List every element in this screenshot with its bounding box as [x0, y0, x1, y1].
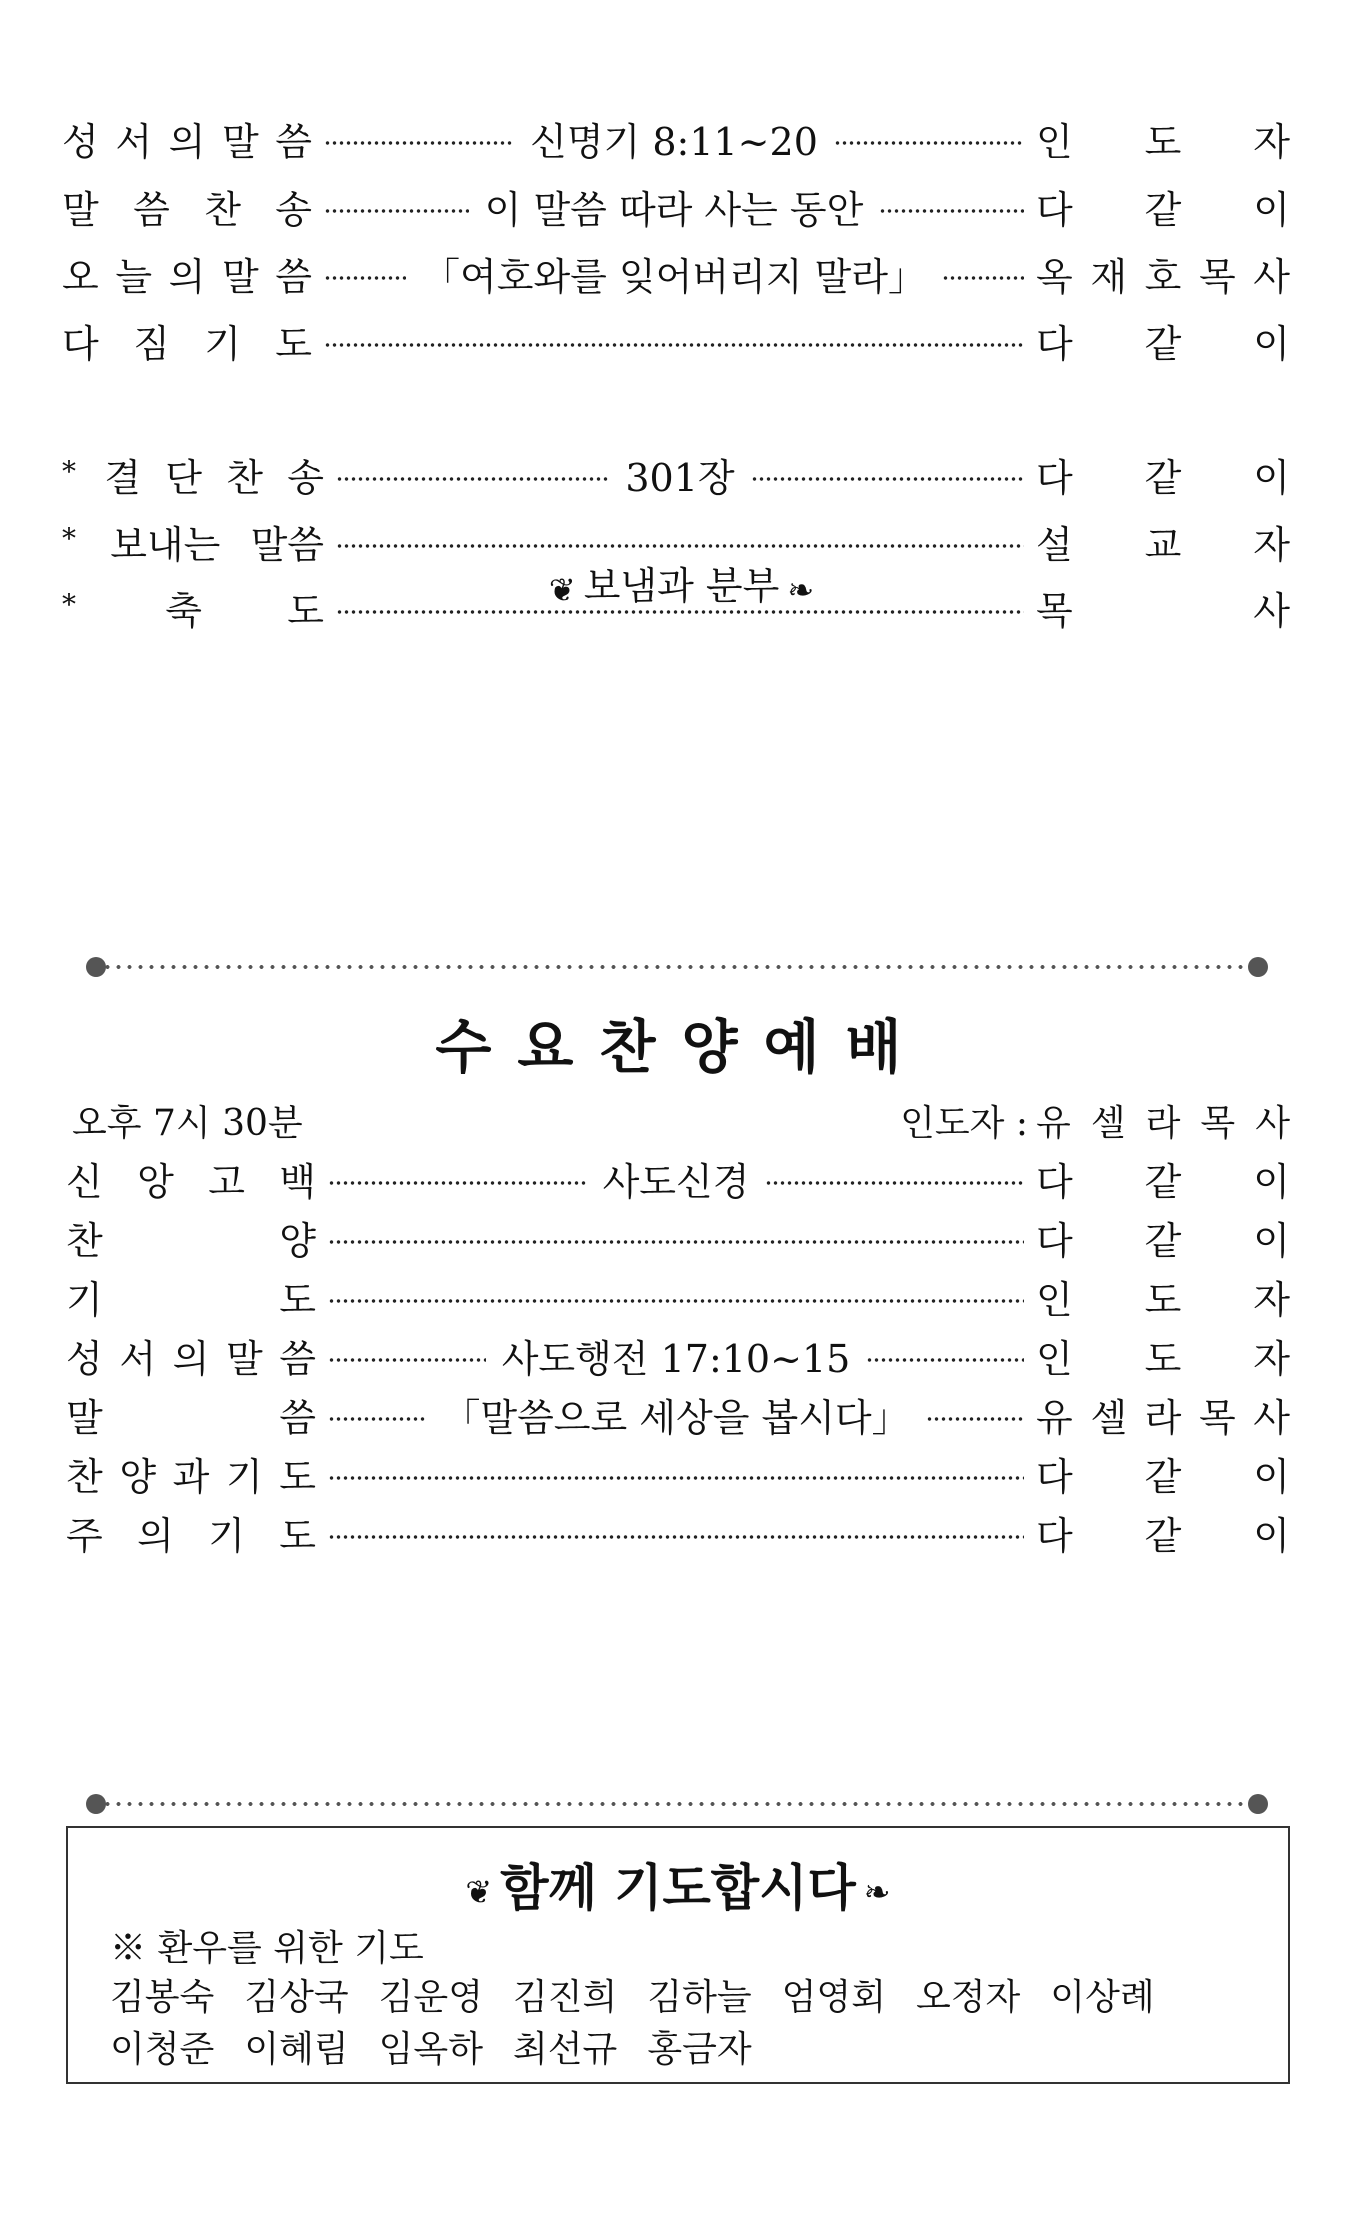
- label-char: 씀: [279, 1336, 316, 1381]
- leader-char: 같: [1144, 1218, 1182, 1263]
- item-leader: [1036, 1328, 1290, 1383]
- label-char: 축: [165, 588, 202, 633]
- leader-char: 인: [1036, 1336, 1073, 1381]
- leader-char: 자: [1253, 522, 1290, 567]
- label-char: 도: [279, 1513, 316, 1558]
- prayer-box: [66, 1826, 1290, 2084]
- label-char: 송: [275, 187, 312, 232]
- dot-leader: [879, 208, 1024, 214]
- leader-char: 자: [1253, 119, 1291, 164]
- label-char: 찬: [204, 187, 241, 232]
- prayer-name: 김하늘: [647, 1977, 752, 2018]
- prayer-title-text: 함께 기도합시다: [500, 1859, 856, 1917]
- dot-leader: [942, 275, 1024, 281]
- leader-char: 라: [1145, 1102, 1181, 1144]
- section-divider-bottom: [86, 1794, 1268, 1814]
- leader-char: 이: [1253, 1454, 1290, 1499]
- dot-leader: [328, 1298, 1024, 1304]
- item-leader: [1036, 447, 1290, 502]
- leader-char: 인: [1036, 119, 1073, 164]
- leader-char: 유: [1036, 1102, 1071, 1144]
- leader-char: 다: [1036, 455, 1073, 500]
- item-leader: [1036, 179, 1290, 234]
- order-row: [62, 577, 1290, 637]
- label-char: 기: [208, 1513, 245, 1558]
- leader-char: 같: [1144, 321, 1182, 366]
- required-mark: *: [62, 454, 76, 488]
- label-char: 짐: [133, 321, 170, 366]
- item-content: 사도행전 17:10~15: [501, 1336, 851, 1381]
- order-row: [66, 1384, 1290, 1444]
- item-label: [66, 1505, 316, 1560]
- order-row: [66, 1325, 1290, 1385]
- leader-char: 사: [1255, 1102, 1290, 1144]
- order-row: [66, 1443, 1290, 1503]
- item-leader: [1036, 246, 1290, 301]
- item-label: [62, 246, 312, 301]
- leader-name: [1036, 1095, 1290, 1146]
- dot-leader: [751, 476, 1024, 482]
- item-content: 신명기 8:11~20: [530, 119, 818, 164]
- label-char: 단: [165, 455, 202, 500]
- order-row: [66, 1207, 1290, 1267]
- label-char: 씀: [279, 1395, 316, 1440]
- leader-label: 인도자 :: [900, 1102, 1028, 1144]
- prayer-name: 임옥하: [378, 2029, 483, 2070]
- label-char: 의: [137, 1513, 174, 1558]
- dot-leader: [324, 275, 406, 281]
- leader-char: 이: [1253, 1218, 1290, 1263]
- leader-char: 목: [1198, 254, 1236, 299]
- label-char: 의: [168, 254, 206, 299]
- label-char: 말: [62, 187, 99, 232]
- item-label: [66, 1210, 316, 1265]
- leader-char: 이: [1253, 455, 1290, 500]
- leader-char: 이: [1253, 187, 1291, 232]
- dot-leader: [834, 140, 1024, 146]
- label-char: 찬: [226, 455, 263, 500]
- item-leader: [1036, 1387, 1290, 1442]
- leader-char: 도: [1144, 1277, 1182, 1322]
- dot-leader: [328, 1475, 1024, 1481]
- leader-char: 다: [1036, 1513, 1073, 1558]
- label-char: 늘: [115, 254, 153, 299]
- item-label: [66, 1328, 316, 1383]
- service-time-row: [72, 1090, 1290, 1150]
- label-char: 서: [115, 119, 153, 164]
- label-char: 보내는: [110, 522, 221, 567]
- item-leader: [1036, 1505, 1290, 1560]
- prayer-name: 김운영: [378, 1977, 483, 2018]
- item-leader: [1036, 514, 1290, 569]
- item-label: [66, 1387, 316, 1442]
- label-char: 과: [172, 1454, 210, 1499]
- order-row: [62, 108, 1290, 168]
- leader-char: 다: [1036, 321, 1073, 366]
- item-content: 「말씀으로 세상을 봅시다」: [442, 1395, 910, 1440]
- required-mark: *: [62, 587, 76, 621]
- prayer-title: [68, 1848, 1288, 1920]
- item-content: 301장: [625, 455, 735, 500]
- prayer-name: 이상례: [1050, 1977, 1155, 2018]
- item-label: [62, 580, 324, 635]
- leader-char: 사: [1253, 588, 1290, 633]
- leader-char: 다: [1036, 1159, 1073, 1204]
- leader-char: 교: [1144, 522, 1182, 567]
- leader-char: 호: [1144, 254, 1182, 299]
- label-char: 의: [172, 1336, 210, 1381]
- item-leader: [1036, 580, 1290, 635]
- leader-char: 같: [1144, 1454, 1182, 1499]
- label-char: 말: [225, 1336, 263, 1381]
- dot-leader: [328, 1239, 1024, 1245]
- leader-char: 같: [1144, 1513, 1182, 1558]
- leader-char: 도: [1144, 119, 1182, 164]
- section-divider: [86, 957, 1268, 977]
- leader-char: 이: [1253, 1159, 1290, 1204]
- order-row: [66, 1148, 1290, 1208]
- leader-char: 다: [1036, 187, 1073, 232]
- dot-leader: [866, 1357, 1024, 1363]
- label-char: 씀: [275, 119, 312, 164]
- item-label: [62, 179, 312, 234]
- flourish-right-icon: ❧: [787, 570, 815, 609]
- leader-char: 목: [1198, 1395, 1236, 1440]
- label-char: 말: [221, 254, 259, 299]
- label-char: 씀: [133, 187, 170, 232]
- item-leader: [1036, 1151, 1290, 1206]
- prayer-name: 홍금자: [647, 2029, 752, 2070]
- prayer-name: 엄영회: [781, 1977, 886, 2018]
- item-leader: [1036, 1269, 1290, 1324]
- label-char: 성: [66, 1336, 103, 1381]
- leader-char: 이: [1253, 321, 1290, 366]
- leader-char: 같: [1144, 187, 1182, 232]
- leader-char: 같: [1144, 1159, 1182, 1204]
- label-char: 의: [168, 119, 206, 164]
- order-row: [62, 444, 1290, 504]
- leader-char: 셀: [1090, 1102, 1126, 1144]
- leader-char: 유: [1036, 1395, 1073, 1440]
- item-leader: [1036, 111, 1290, 166]
- order-row: [66, 1266, 1290, 1326]
- item-label: [66, 1269, 316, 1324]
- label-char: 도: [279, 1277, 316, 1322]
- dot-leader: [324, 140, 514, 146]
- leader-char: 인: [1036, 1277, 1073, 1322]
- label-char: 송: [287, 455, 324, 500]
- dot-leader: [328, 1357, 486, 1363]
- leader-char: 사: [1253, 254, 1290, 299]
- label-char: 도: [287, 588, 324, 633]
- leader-char: 다: [1036, 1454, 1073, 1499]
- leader-char: 같: [1144, 455, 1182, 500]
- item-content: 사도신경: [602, 1159, 750, 1204]
- leader-char: 셀: [1090, 1395, 1128, 1440]
- item-leader: [1036, 1446, 1290, 1501]
- dot-leader: [324, 342, 1024, 348]
- prayer-name: 이혜림: [244, 2029, 349, 2070]
- prayer-name: 김봉숙: [110, 1977, 215, 2018]
- dot-leader: [328, 1180, 587, 1186]
- flourish-left-icon: ❦: [548, 570, 576, 609]
- leader-char: 설: [1036, 522, 1073, 567]
- label-char: 말: [66, 1395, 103, 1440]
- label-char: 씀: [275, 254, 312, 299]
- item-label: [66, 1151, 316, 1206]
- item-label: [62, 447, 324, 502]
- sending-heading-text: 보냄과 분부: [583, 564, 780, 608]
- leader-char: 자: [1253, 1336, 1290, 1381]
- label-char: 찬: [66, 1218, 103, 1263]
- label-char: 기: [225, 1454, 263, 1499]
- label-char: 결: [104, 455, 141, 500]
- label-char: 기: [66, 1277, 103, 1322]
- item-label: [62, 514, 324, 569]
- flourish-left-icon: ❦: [465, 1872, 493, 1911]
- item-label: [62, 111, 312, 166]
- prayer-name: 오정자: [915, 1977, 1021, 2018]
- label-char: 양: [279, 1218, 316, 1263]
- order-row: [62, 176, 1290, 236]
- label-char: 신: [66, 1159, 103, 1204]
- label-char: 백: [279, 1159, 316, 1204]
- leader-char: 목: [1036, 588, 1073, 633]
- prayer-name: 김진희: [512, 1977, 618, 2018]
- label-char: 도: [279, 1454, 316, 1499]
- wednesday-service-title: 수요찬양예배: [435, 1013, 928, 1081]
- dot-leader: [336, 543, 1024, 549]
- label-char: 말씀: [250, 522, 324, 567]
- item-label: [62, 313, 312, 368]
- dot-leader: [765, 1180, 1024, 1186]
- label-char: 찬: [66, 1454, 103, 1499]
- leader-char: 자: [1253, 1277, 1290, 1322]
- order-row: [62, 511, 1290, 571]
- leader-char: 이: [1253, 1513, 1290, 1558]
- item-label: [66, 1446, 316, 1501]
- label-char: 양: [119, 1454, 157, 1499]
- order-row: [62, 310, 1290, 370]
- order-row: [66, 1502, 1290, 1562]
- flourish-right-icon: ❧: [863, 1872, 891, 1911]
- prayer-name: 이청준: [110, 2029, 215, 2070]
- dot-leader: [926, 1416, 1024, 1422]
- label-char: 주: [66, 1513, 103, 1558]
- prayer-name: 최선규: [512, 2029, 618, 2070]
- leader-char: 목: [1200, 1102, 1236, 1144]
- item-content: 이 말씀 따라 사는 동안: [484, 187, 864, 232]
- leader-char: 다: [1036, 1218, 1073, 1263]
- leader-char: 사: [1253, 1395, 1290, 1440]
- leader-char: 재: [1090, 254, 1128, 299]
- dot-leader: [336, 476, 609, 482]
- label-char: 서: [119, 1336, 157, 1381]
- leader-char: 도: [1144, 1336, 1182, 1381]
- label-char: 앙: [137, 1159, 174, 1204]
- prayer-name: 김상국: [244, 1977, 349, 2018]
- label-char: 고: [208, 1159, 245, 1204]
- dot-leader: [328, 1534, 1024, 1540]
- label-char: 성: [62, 119, 99, 164]
- label-char: 오: [62, 254, 99, 299]
- prayer-names: [110, 1972, 1270, 2076]
- item-content: 「여호와를 잊어버리지 말라」: [422, 254, 926, 299]
- label-char: 도: [275, 321, 312, 366]
- leader-char: 라: [1144, 1395, 1182, 1440]
- label-char: 말: [221, 119, 259, 164]
- service-time: 오후 7시 30분: [72, 1102, 303, 1144]
- dot-leader: [336, 609, 1024, 615]
- item-leader: [1036, 1210, 1290, 1265]
- label-char: 다: [62, 321, 99, 366]
- required-mark: *: [62, 521, 76, 555]
- label-char: 기: [204, 321, 241, 366]
- leader-char: 옥: [1036, 254, 1073, 299]
- prayer-subtitle: ※ 환우를 위한 기도: [110, 1928, 424, 1969]
- item-leader: [1036, 313, 1290, 368]
- dot-leader: [328, 1416, 426, 1422]
- dot-leader: [324, 208, 469, 214]
- order-row: [62, 243, 1290, 303]
